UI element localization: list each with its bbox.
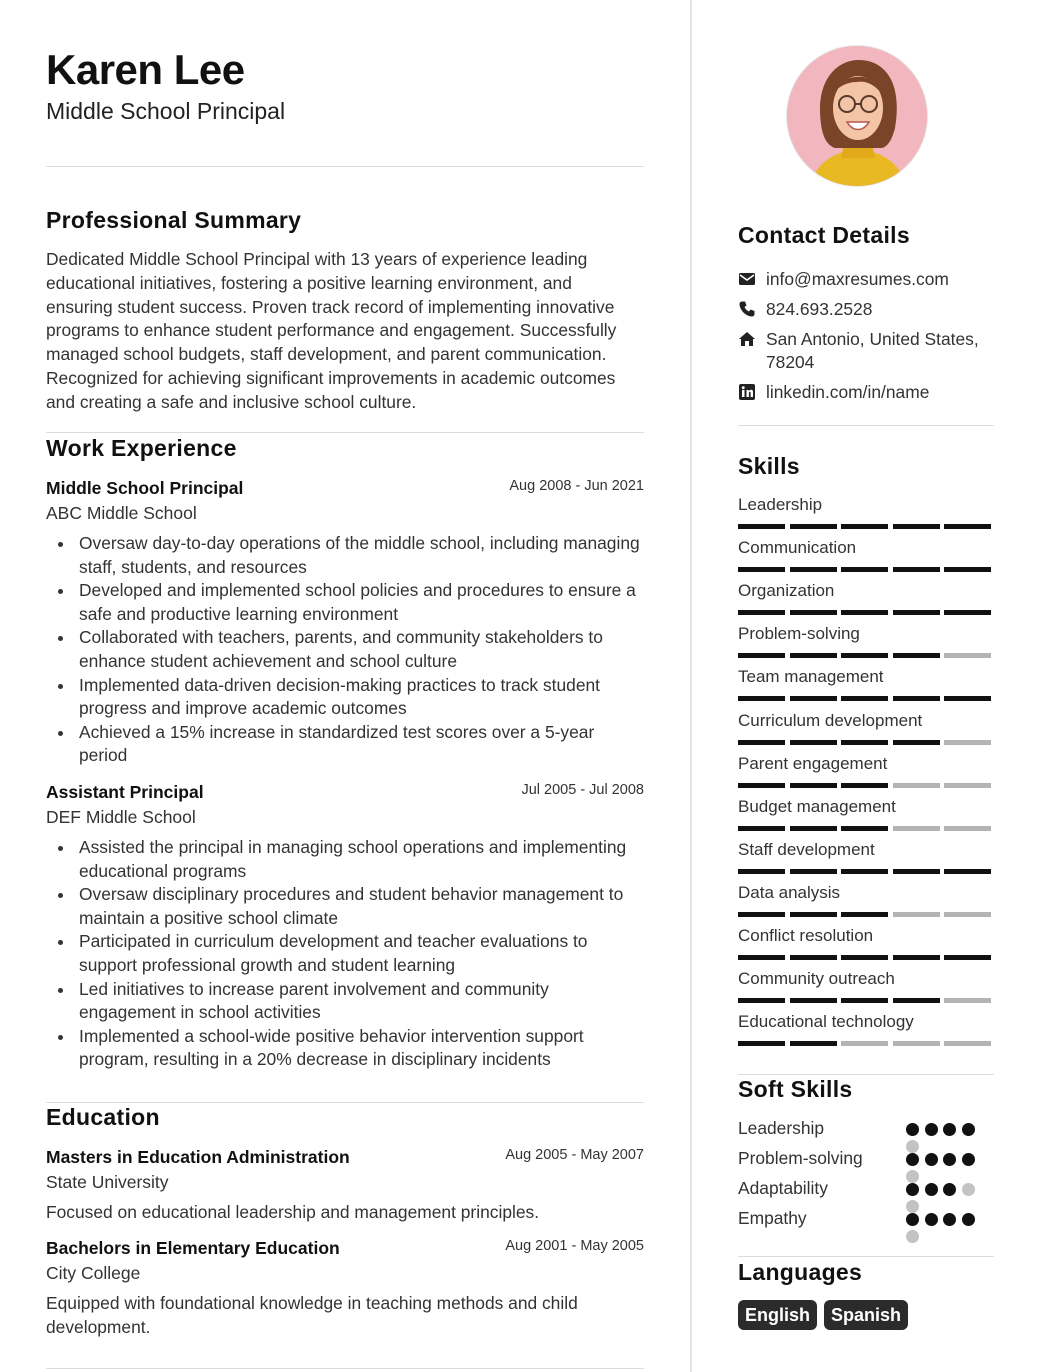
summary-line: educational initiatives, fostering a positive learning environment, and: [46, 272, 572, 293]
contact-linkedin[interactable]: [738, 381, 994, 404]
soft-skill-level-dot: [943, 1183, 956, 1196]
skill-level-segment: [841, 783, 888, 788]
soft-skill-level-dot: [906, 1230, 919, 1243]
skill-level-segment: [893, 740, 940, 745]
skill-level-segment: [893, 1041, 940, 1046]
skill-level-bars: [738, 998, 994, 1004]
phone-icon: [738, 300, 756, 318]
skill-level-segment: [738, 1041, 785, 1046]
education-dates: Aug 2001 - May 2005: [505, 1238, 644, 1254]
soft-skill-level-dot: [925, 1123, 938, 1136]
education-entry: [46, 1147, 644, 1225]
job-bullet: Achieved a 15% increase in standardized test scores over a 5-year period: [46, 721, 644, 768]
contact-heading: Contact Details: [738, 222, 910, 248]
soft-skill-row: [738, 1148, 994, 1169]
skill-level-segment: [893, 912, 940, 917]
skill-level-segment: [944, 696, 991, 701]
skill-name: Conflict resolution: [738, 926, 874, 945]
soft-skill-level-dot: [925, 1153, 938, 1166]
soft-skill-level-dot: [962, 1213, 975, 1226]
column-divider: [690, 0, 692, 1372]
skills-divider: [738, 1074, 994, 1075]
soft-skill-level-dot: [962, 1123, 975, 1136]
summary-text: [46, 248, 646, 415]
contact-phone[interactable]: [738, 298, 994, 321]
skill-level-segment: [841, 1041, 888, 1046]
candidate-name: Karen Lee: [46, 46, 245, 93]
soft-skill-level-dot: [943, 1213, 956, 1226]
skill-level-segment: [841, 826, 888, 831]
skill-level-segment: [893, 826, 940, 831]
skill-level-bars: [738, 610, 994, 616]
soft-skill-name: Adaptability: [738, 1178, 828, 1198]
skill-level-segment: [738, 955, 785, 960]
job-entry: [46, 782, 644, 1072]
job-bullet: Oversaw day-to-day operations of the middle school, including managing staff, students, and resources: [46, 532, 644, 579]
home-icon: [738, 330, 756, 348]
skill-row: [738, 754, 994, 774]
job-bullet: Implemented a school-wide positive behavior intervention support program, resulting in a 20% decrease in disciplinary incidents: [46, 1025, 644, 1072]
soft-skill-level-dot: [906, 1123, 919, 1136]
skill-level-segment: [841, 869, 888, 874]
candidate-title: Middle School Principal: [46, 98, 286, 124]
soft-skill-level-dot: [906, 1183, 919, 1196]
education-degree: Masters in Education Administration: [46, 1147, 350, 1167]
skill-level-segment: [738, 783, 785, 788]
education-description: Focused on educational leadership and management principles.: [46, 1202, 540, 1222]
soft-skill-level-dot: [962, 1183, 975, 1196]
skill-row: [738, 883, 994, 903]
soft-skill-level-dot: [906, 1213, 919, 1226]
skill-level-segment: [738, 524, 785, 529]
job-dates: Jul 2005 - Jul 2008: [521, 782, 644, 798]
skill-level-segment: [893, 955, 940, 960]
soft-skill-level-dot: [943, 1123, 956, 1136]
job-bullets: [46, 836, 644, 1072]
skill-level-segment: [893, 567, 940, 572]
skill-name: Leadership: [738, 495, 823, 514]
skill-level-segment: [944, 783, 991, 788]
summary-line: Dedicated Middle School Principal with 13 years of experience leading: [46, 249, 588, 269]
skill-level-segment: [790, 998, 837, 1003]
skill-level-segment: [790, 610, 837, 615]
skill-level-segment: [944, 998, 991, 1003]
job-bullet: Assisted the principal in managing school operations and implementing educational programs: [46, 836, 644, 883]
education-description: Equipped with foundational knowledge in teaching methods and child development.: [46, 1293, 578, 1337]
education-degree: Bachelors in Elementary Education: [46, 1238, 340, 1258]
summary-line: and creating a safe and inclusive school culture.: [46, 391, 417, 412]
skill-level-segment: [790, 653, 837, 658]
skill-level-bars: [738, 783, 994, 789]
soft-skill-level-dots: [906, 1123, 986, 1137]
skill-level-segment: [841, 696, 888, 701]
skill-name: Curriculum development: [738, 710, 923, 730]
soft-skill-level-dots: [906, 1153, 986, 1167]
skill-level-segment: [790, 912, 837, 917]
summary-divider: [46, 432, 644, 433]
skill-name: Problem-solving: [738, 624, 860, 644]
skill-level-segment: [893, 524, 940, 529]
job-bullet: Participated in curriculum development and teacher evaluations to support professional growth and student learning: [46, 930, 644, 977]
skill-level-segment: [738, 998, 785, 1003]
skill-level-segment: [790, 869, 837, 874]
soft-skill-level-dot: [906, 1153, 919, 1166]
job-role: Middle School Principal: [46, 478, 244, 498]
skill-name: Data analysis: [738, 882, 841, 902]
skill-level-bars: [738, 826, 994, 832]
job-role: Assistant Principal: [46, 782, 204, 802]
skill-level-segment: [841, 998, 888, 1003]
job-bullets: [46, 532, 644, 768]
skill-level-segment: [790, 567, 837, 572]
skill-row: [738, 711, 994, 731]
skill-level-segment: [893, 696, 940, 701]
avatar-portrait-icon: [787, 46, 928, 187]
skill-level-segment: [841, 567, 888, 572]
soft-skill-name: Problem-solving: [738, 1148, 863, 1168]
skill-level-segment: [738, 912, 785, 917]
skill-name: Community outreach: [738, 969, 895, 989]
skill-level-segment: [944, 567, 991, 572]
skill-level-segment: [738, 740, 785, 745]
skill-level-bars: [738, 567, 994, 573]
skill-level-segment: [738, 610, 785, 615]
phone-text: 824.693.2528: [766, 299, 873, 319]
skill-level-segment: [944, 912, 991, 917]
education-school: City College: [46, 1263, 141, 1283]
skill-level-segment: [738, 696, 785, 701]
soft-skills-divider: [738, 1256, 994, 1257]
summary-line: ensuring student success. Proven track record of implementing innovative: [46, 296, 615, 317]
skill-level-segment: [944, 955, 991, 960]
soft-skill-row: [738, 1118, 994, 1139]
soft-skill-row: [738, 1208, 994, 1229]
soft-skill-level-dot: [962, 1153, 975, 1166]
soft-skill-level-dot: [925, 1213, 938, 1226]
skill-level-segment: [790, 524, 837, 529]
skill-level-segment: [841, 610, 888, 615]
experience-divider: [46, 1102, 644, 1103]
language-chip: Spanish: [824, 1300, 908, 1330]
skill-level-segment: [790, 696, 837, 701]
languages-heading: Languages: [738, 1259, 863, 1285]
job-dates: Aug 2008 - Jun 2021: [509, 478, 644, 494]
job-org: DEF Middle School: [46, 807, 196, 827]
email-text: info@maxresumes.com: [766, 269, 949, 289]
linkedin-icon: [738, 383, 756, 401]
skill-level-segment: [944, 653, 991, 658]
skill-level-segment: [944, 1041, 991, 1046]
job-entry: [46, 478, 644, 768]
soft-skill-level-dot: [943, 1153, 956, 1166]
soft-skills-heading: Soft Skills: [738, 1076, 853, 1102]
soft-skill-level-dot: [925, 1183, 938, 1196]
education-dates: Aug 2005 - May 2007: [505, 1147, 644, 1163]
address-text: San Antonio, United States, 78204: [766, 329, 979, 372]
skill-name: Team management: [738, 667, 884, 687]
summary-heading: Professional Summary: [46, 207, 302, 233]
skill-name: Staff development: [738, 839, 875, 859]
job-bullet: Led initiatives to increase parent involvement and community engagement in school activities: [46, 978, 644, 1025]
skill-level-segment: [738, 869, 785, 874]
skill-row: [738, 667, 994, 687]
skill-row: [738, 538, 994, 558]
job-bullet: Oversaw disciplinary procedures and student behavior management to maintain a positive school climate: [46, 883, 644, 930]
linkedin-text: linkedin.com/in/name: [766, 382, 930, 402]
contact-divider: [738, 425, 994, 426]
skill-row: [738, 926, 994, 946]
skill-name: Communication: [738, 538, 857, 558]
skill-level-segment: [893, 783, 940, 788]
job-bullet: Implemented data-driven decision-making practices to track student progress and improve academic outcomes: [46, 674, 644, 721]
avatar: [786, 45, 928, 187]
summary-line: programs to enhance student performance and engagement. Successfully: [46, 320, 617, 341]
language-chip: English: [738, 1300, 817, 1330]
skill-level-segment: [841, 740, 888, 745]
education-entry: [46, 1238, 644, 1339]
skill-name: Organization: [738, 581, 835, 601]
soft-skill-level-dots: [906, 1213, 986, 1227]
contact-email[interactable]: [738, 268, 994, 291]
soft-skill-name: Leadership: [738, 1118, 825, 1138]
education-school: State University: [46, 1172, 169, 1192]
skill-level-segment: [944, 524, 991, 529]
skill-level-bars: [738, 1041, 994, 1047]
job-bullet: Collaborated with teachers, parents, and community stakeholders to enhance student achievement and school culture: [46, 626, 644, 673]
skills-heading: Skills: [738, 453, 800, 479]
skill-level-segment: [841, 912, 888, 917]
soft-skill-level-dots: [906, 1183, 986, 1197]
education-heading: Education: [46, 1104, 160, 1130]
skill-level-segment: [841, 955, 888, 960]
skill-row: [738, 581, 994, 601]
footer-divider: [46, 1368, 644, 1369]
skill-row: [738, 969, 994, 989]
skill-level-segment: [893, 610, 940, 615]
skill-level-bars: [738, 696, 994, 702]
skill-level-segment: [841, 653, 888, 658]
summary-line: managed school budgets, staff development, and parent communication.: [46, 344, 607, 365]
skill-row: [738, 624, 994, 644]
skill-level-segment: [790, 955, 837, 960]
skill-name: Budget management: [738, 796, 896, 816]
skill-level-segment: [790, 826, 837, 831]
skill-row: [738, 495, 994, 515]
skill-level-segment: [790, 740, 837, 745]
job-bullet: Developed and implemented school policies and procedures to ensure a safe and productive learning environment: [46, 579, 644, 626]
envelope-icon: [738, 270, 756, 288]
skill-level-segment: [893, 653, 940, 658]
soft-skill-name: Empathy: [738, 1208, 807, 1228]
skill-level-segment: [841, 524, 888, 529]
skill-level-bars: [738, 653, 994, 659]
skill-level-bars: [738, 912, 994, 918]
skill-row: [738, 1012, 994, 1032]
skill-level-segment: [738, 653, 785, 658]
skill-level-segment: [790, 1041, 837, 1046]
skill-level-segment: [944, 740, 991, 745]
skill-row: [738, 797, 994, 817]
skill-row: [738, 840, 994, 860]
skill-level-bars: [738, 955, 994, 961]
skill-level-segment: [944, 610, 991, 615]
languages-list: [738, 1300, 908, 1330]
skill-level-segment: [738, 826, 785, 831]
skill-level-bars: [738, 740, 994, 746]
skill-level-segment: [738, 567, 785, 572]
skill-level-segment: [893, 869, 940, 874]
skill-level-bars: [738, 869, 994, 875]
skill-name: Educational technology: [738, 1012, 914, 1032]
skill-level-segment: [944, 869, 991, 874]
skill-level-segment: [790, 783, 837, 788]
contact-address: [738, 328, 994, 374]
skill-level-bars: [738, 524, 994, 530]
job-org: ABC Middle School: [46, 503, 197, 523]
header-divider: [46, 166, 644, 167]
skill-name: Parent engagement: [738, 753, 888, 773]
skill-level-segment: [944, 826, 991, 831]
summary-line: Recognized for achieving significant improvements in academic outcomes: [46, 367, 616, 388]
skill-level-segment: [893, 998, 940, 1003]
soft-skill-row: [738, 1178, 994, 1199]
experience-heading: Work Experience: [46, 435, 237, 461]
